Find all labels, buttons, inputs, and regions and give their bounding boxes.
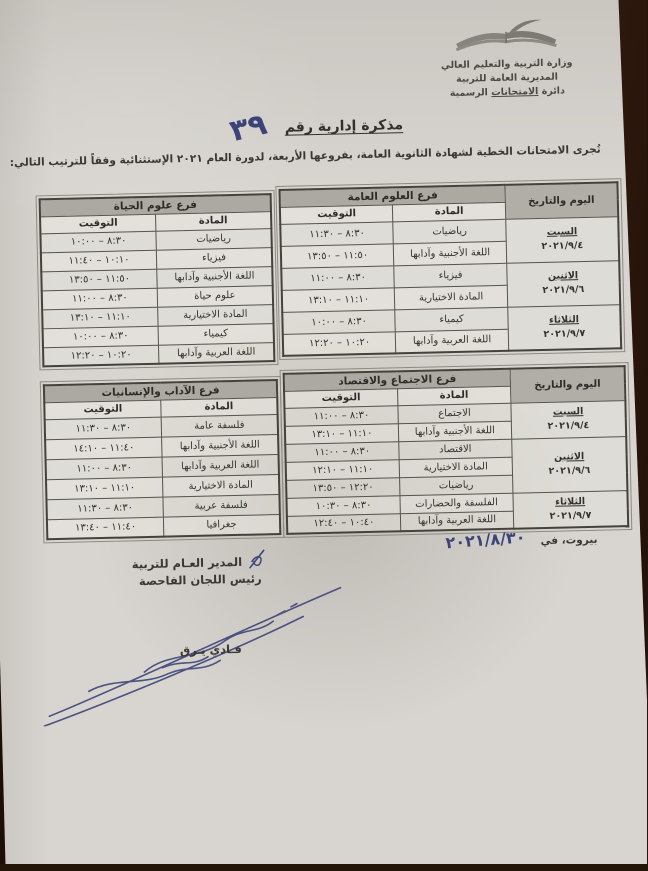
time-cell: ٨:٣٠ – ١١:٠٠ [47, 457, 164, 480]
signature-block [61, 544, 342, 658]
time-cell: ٨:٣٠ – ١١:٣٠ [46, 417, 163, 440]
time-cell: ٨:٣٠ – ١٠:٣٠ [287, 495, 401, 516]
subject-cell: المادة الاختيارية [400, 457, 514, 478]
directorate-name: المديرية العامة للتربية [456, 71, 560, 85]
time-cell: ٨:٣٠ – ١١:٠٠ [43, 288, 159, 310]
subject-header-cell: المادة [394, 202, 507, 222]
subject-cell: فيزياء [157, 247, 273, 269]
time-cell: ١١:٥٠ – ١٣:٥٠ [282, 243, 395, 268]
subject-cell: اللغة العربية وآدابها [396, 329, 509, 354]
day-date: ٢٠٢١/٩/٧ [544, 327, 587, 340]
day-name: الاثنين [554, 450, 586, 463]
subject-cell: اللغة العربية وآدابها [159, 342, 275, 364]
time-cell: ٨:٣٠ – ١٠:٠٠ [44, 326, 160, 348]
day-date: ٢٠٢١/٩/٧ [550, 509, 593, 522]
subject-cell: الاقتصاد [399, 439, 513, 460]
handwritten-date: ٢٠٢١/٨/٣٠ [445, 527, 528, 553]
time-cell: ٨:٣٠ – ١٠:٠٠ [41, 231, 157, 253]
day-cell [514, 490, 629, 529]
time-cell: ١١:١٠ – ١٣:١٠ [47, 477, 164, 500]
signature-title-2-text: رئيس اللجان الفاحصة [139, 571, 263, 589]
subject-cell: فلسفة عامة [162, 414, 279, 437]
ink-initial-icon [249, 549, 271, 569]
time-cell: ١٠:٢٠ – ١٢:٢٠ [284, 331, 397, 356]
subject-cell: رياضيات [157, 228, 273, 250]
subject-cell: علوم حياة [158, 285, 274, 307]
subject-cell: اللغة الأجنبية وآدابها [158, 266, 274, 288]
day-date: ٢٠٢١/٩/٤ [548, 419, 591, 432]
subject-cell: الاجتماع [399, 403, 513, 424]
day-name: السبت [547, 225, 579, 238]
subject-cell: فلسفة عربية [164, 494, 281, 517]
time-header-cell: التوقيت [285, 388, 399, 408]
subject-cell: المادة الاختيارية [159, 304, 275, 326]
branch-title-cell: فرع العلوم العامة [280, 185, 506, 207]
department-suffix: الرسمية [450, 86, 489, 99]
subject-cell: كيمياء [159, 323, 275, 345]
subject-header-cell: المادة [398, 386, 512, 406]
place-label: بيروت، في [541, 533, 599, 548]
day-cell [507, 216, 620, 263]
day-name: الاثنين [548, 269, 580, 282]
day-date-header-cell: اليوم والتاريخ [511, 366, 626, 403]
time-cell: ١١:١٠ – ١٣:١٠ [43, 307, 159, 329]
branch-title-cell: فرع الآداب والإنسانيات [45, 380, 278, 402]
general-sciences-table [279, 181, 623, 357]
subject-cell: اللغة العربية وآدابها [401, 511, 515, 532]
time-cell: ١٢:٢٠ – ١٣:٥٠ [287, 477, 401, 498]
time-cell: ١١:٤٠ – ١٤:١٠ [46, 437, 163, 460]
day-cell [513, 436, 629, 493]
day-name: السبت [553, 405, 585, 418]
department-underlined: الامتحانات [492, 85, 540, 98]
day-date: ٢٠٢١/٩/٦ [543, 284, 586, 296]
sociology-economics-table [284, 365, 631, 535]
time-header-cell: التوقيت [281, 204, 394, 224]
life-sciences-table [40, 193, 277, 367]
time-cell: ١٠:١٠ – ١١:٤٠ [42, 250, 158, 272]
memo-title-row [0, 97, 641, 150]
signer-name: فـادي يـرق [180, 641, 243, 658]
time-cell: ٨:٣٠ – ١١:٣٠ [281, 221, 394, 246]
subject-cell: رياضيات [394, 219, 507, 244]
time-cell: ١١:٤٠ – ١٣:٤٠ [48, 517, 165, 540]
subject-header-cell: المادة [162, 397, 279, 417]
subject-cell: اللغة الأجنبية وآدابها [394, 241, 507, 266]
subject-cell: الفلسفة والحضارات [401, 493, 515, 514]
memo-intro-text: تُجرى الامتحانات الخطية لشهادة الثانوية العامة، بفروعها الأربعة، لدورة العام ٢٠٢١ الإستثنائية وفقاً للترتيب التالي: [10, 143, 602, 170]
subject-cell: المادة الاختيارية [395, 285, 508, 310]
subject-cell: فيزياء [395, 263, 508, 288]
time-cell: ١١:١٠ – ١٣:١٠ [286, 423, 400, 444]
day-cell [509, 304, 622, 351]
subject-cell: اللغة الأجنبية وآدابها [399, 421, 513, 442]
memo-number-handwritten: ٣٩ [227, 106, 272, 150]
ministry-name: وزارة التربية والتعليم العالي [441, 57, 574, 72]
signature-title-1-text: المدير العـام للتربية [132, 554, 244, 572]
time-cell: ٨:٣٠ – ١١:٠٠ [286, 441, 400, 462]
branch-title-cell: فرع الاجتماع والاقتصاد [285, 369, 512, 391]
time-cell: ٨:٣٠ – ١١:٣٠ [47, 497, 164, 520]
subject-cell: اللغة الأجنبية وآدابها [163, 434, 280, 457]
subject-cell: المادة الاختيارية [163, 474, 280, 497]
subject-cell: جغرافيا [164, 514, 281, 537]
time-cell: ١١:١٠ – ١٢:١٠ [287, 459, 401, 480]
subject-cell: اللغة العربية وآدابها [163, 454, 280, 477]
day-name: الثلاثاء [556, 495, 587, 508]
day-date: ٢٠٢١/٩/٤ [542, 240, 585, 252]
department-prefix: دائرة [542, 84, 567, 97]
time-header-cell: التوقيت [45, 400, 162, 420]
time-cell: ٨:٣٠ – ١٠:٠٠ [283, 309, 396, 334]
ministry-logo [409, 14, 607, 102]
day-cell [508, 260, 621, 307]
time-cell: ١٠:٤٠ – ١٢:٤٠ [288, 513, 402, 534]
time-cell: ١٠:٢٠ – ١٢:٢٠ [44, 345, 160, 367]
day-date-header-cell: اليوم والتاريخ [506, 182, 619, 219]
memo-title: مذكرة إدارية رقم [285, 117, 405, 136]
time-cell: ٨:٣٠ – ١١:٠٠ [285, 405, 399, 426]
day-date: ٢٠٢١/٩/٦ [549, 464, 592, 477]
subject-cell: كيمياء [396, 307, 509, 332]
open-book-icon [451, 14, 564, 57]
time-cell: ١١:٥٠ – ١٣:٥٠ [42, 269, 158, 291]
time-cell: ١١:١٠ – ١٣:١٠ [283, 287, 396, 312]
day-cell [512, 400, 627, 439]
time-cell: ٨:٣٠ – ١١:٠٠ [282, 265, 395, 290]
literature-humanities-table [44, 379, 282, 540]
subject-cell: رياضيات [400, 475, 514, 496]
time-header-cell: التوقيت [41, 214, 157, 234]
subject-header-cell: المادة [157, 211, 273, 231]
branch-title-cell: فرع علوم الحياة [41, 194, 272, 216]
place-date-line [445, 527, 599, 553]
day-name: الثلاثاء [549, 313, 581, 326]
